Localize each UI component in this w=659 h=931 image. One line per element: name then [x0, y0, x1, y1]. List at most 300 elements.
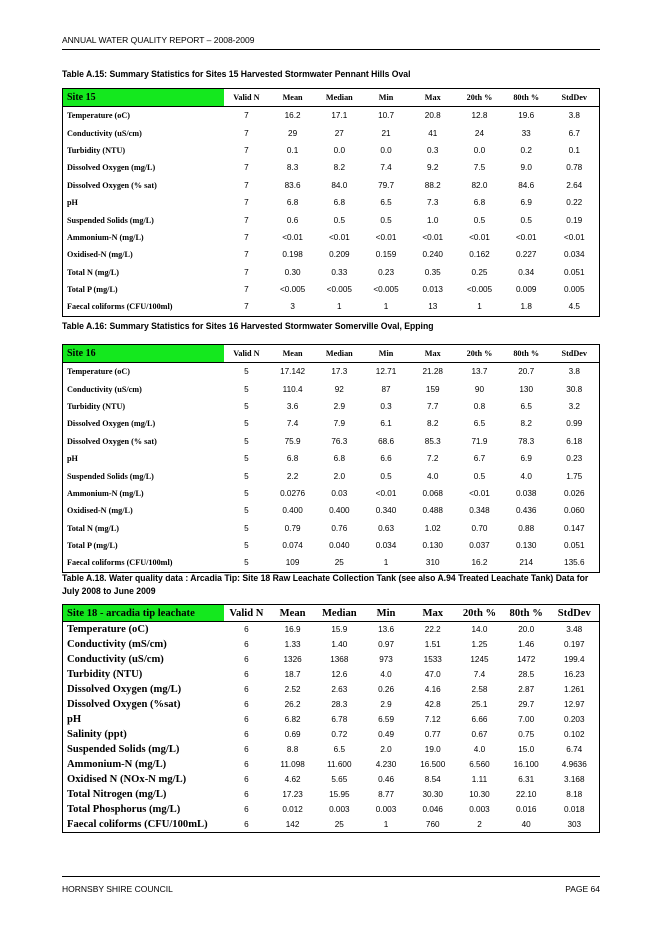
stat-value: 29.7 — [518, 700, 535, 709]
stat-value: 0.97 — [378, 640, 394, 649]
report-header: ANNUAL WATER QUALITY REPORT – 2008-2009 — [62, 35, 255, 45]
stat-value: 6.5 — [333, 745, 345, 754]
table-a18 — [62, 604, 600, 833]
stat-value: 0.162 — [469, 250, 490, 260]
stat-value: 19.0 — [424, 745, 441, 754]
stat-value: 71.9 — [471, 436, 488, 446]
parameter-label: Oxidised N (NOx-N mg/L) — [67, 774, 187, 785]
table-row — [63, 787, 600, 802]
stat-value: 0.003 — [329, 805, 350, 814]
stat-value: 0.8 — [473, 401, 486, 411]
column-header: 20th % — [456, 605, 503, 622]
stat-value: 7 — [244, 145, 249, 155]
stat-value: <0.01 — [375, 488, 397, 498]
parameter-label: Conductivity (uS/cm) — [67, 654, 164, 665]
stat-value: 0.5 — [380, 215, 392, 225]
stat-value: 8.8 — [286, 745, 299, 754]
parameter-label: Turbidity (NTU) — [67, 401, 126, 411]
stat-value: 15.0 — [518, 745, 535, 754]
table-row — [63, 757, 600, 772]
stat-value: 12.97 — [564, 700, 585, 709]
stat-value: 0.016 — [515, 805, 537, 814]
table-row — [63, 712, 600, 727]
stat-value: 0.051 — [564, 267, 585, 277]
table-row — [63, 817, 600, 833]
table-header-row — [63, 89, 600, 107]
column-header: Median — [316, 605, 363, 622]
stat-value: 16.2 — [471, 558, 488, 568]
stat-value: 2 — [477, 820, 482, 829]
stat-value: 6.9 — [520, 454, 532, 464]
parameter-label: Temperature (oC) — [67, 624, 149, 635]
stat-value: 25 — [334, 558, 344, 568]
column-header: Max — [409, 345, 456, 363]
stat-value: 6 — [244, 730, 249, 739]
stat-value: 7.4 — [286, 419, 299, 429]
stat-value: 7 — [244, 285, 249, 295]
stat-value: 17.142 — [280, 367, 306, 377]
stat-value: 0.227 — [515, 250, 537, 260]
stat-value: 0.0276 — [280, 488, 306, 498]
column-header: 20th % — [456, 345, 503, 363]
parameter-label: Turbidity (NTU) — [67, 145, 126, 155]
table-row — [63, 520, 600, 537]
parameter-label: Dissolved Oxygen (mg/L) — [67, 163, 156, 173]
stat-value: 2.0 — [380, 745, 392, 754]
parameter-label: Faecal coliforms (CFU/100ml) — [67, 302, 173, 312]
stat-value: 6.18 — [566, 436, 583, 446]
parameter-label: Dissolved Oxygen (mg/L) — [67, 684, 182, 695]
stat-value: 7.4 — [473, 670, 486, 679]
stat-value: 7 — [244, 302, 249, 312]
stat-value: 6.8 — [473, 198, 486, 208]
stat-value: 0.147 — [564, 523, 585, 533]
stat-value: 0.22 — [566, 198, 583, 208]
parameter-label: Dissolved Oxygen (% sat) — [67, 180, 157, 190]
stat-value: 1 — [477, 302, 482, 312]
column-header: Max — [409, 605, 456, 622]
stat-value: 0.88 — [518, 523, 535, 533]
parameter-label: Salinity (ppt) — [67, 729, 127, 740]
stat-value: 6 — [244, 700, 249, 709]
stat-value: 40 — [521, 820, 531, 829]
stat-value: 0.040 — [329, 541, 350, 551]
parameter-label: Dissolved Oxygen (% sat) — [67, 436, 157, 446]
stat-value: 8.2 — [427, 419, 439, 429]
stat-value: 7 — [244, 128, 249, 138]
table-row — [63, 537, 600, 554]
stat-value: <0.005 — [279, 285, 306, 295]
stat-value: 33 — [521, 128, 531, 138]
stat-value: 303 — [567, 820, 582, 829]
table-row — [63, 727, 600, 742]
parameter-label: pH — [67, 714, 82, 725]
stat-value: 1.33 — [284, 640, 301, 649]
stat-value: 0.240 — [422, 250, 443, 260]
column-header: Mean — [269, 89, 316, 107]
stat-value: 20.7 — [518, 367, 535, 377]
stat-value: 0.46 — [378, 775, 394, 784]
table-a16 — [62, 344, 600, 573]
stat-value: 0.012 — [282, 805, 303, 814]
parameter-label: Suspended Solids (mg/L) — [67, 215, 154, 225]
stat-value: 6.74 — [566, 745, 583, 754]
stat-value: <0.01 — [563, 232, 585, 242]
stat-value: 8.2 — [520, 419, 532, 429]
stat-value: 27 — [334, 128, 344, 138]
stat-value: 5 — [244, 401, 249, 411]
stat-value: 7 — [244, 163, 249, 173]
stat-value: 12.6 — [331, 670, 348, 679]
table-header-row — [63, 345, 600, 363]
parameter-label: Total Phosphorus (mg/L) — [67, 804, 181, 815]
table-row — [63, 159, 600, 176]
stat-value: 0.70 — [471, 523, 488, 533]
stat-value: 21 — [381, 128, 391, 138]
stat-value: 12.8 — [471, 111, 488, 121]
stat-value: 6.7 — [473, 454, 486, 464]
parameter-label: Oxidised-N (mg/L) — [67, 506, 133, 516]
stat-value: 92 — [334, 384, 344, 394]
stat-value: 0.068 — [422, 488, 443, 498]
stat-value: 41 — [428, 128, 438, 138]
table-row — [63, 194, 600, 211]
stat-value: 2.9 — [380, 700, 392, 709]
stat-value: 2.2 — [286, 471, 299, 481]
stat-value: 0.25 — [471, 267, 488, 277]
stat-value: 7.12 — [424, 715, 441, 724]
stat-value: 1.8 — [520, 302, 532, 312]
stat-value: 1.261 — [564, 685, 585, 694]
stat-value: 7 — [244, 267, 249, 277]
stat-value: 5 — [244, 436, 249, 446]
stat-value: 0.03 — [331, 488, 348, 498]
stat-value: 84.0 — [331, 180, 348, 190]
stat-value: 8.77 — [378, 790, 394, 799]
stat-value: 87 — [381, 384, 391, 394]
stat-value: 4.230 — [375, 760, 397, 769]
table-row — [63, 281, 600, 298]
parameter-label: Conductivity (uS/cm) — [67, 128, 142, 138]
stat-value: 6.7 — [568, 128, 580, 138]
stat-value: 310 — [425, 558, 440, 568]
stat-value: 6.66 — [471, 715, 488, 724]
parameter-label: Ammonium-N (mg/L) — [67, 488, 144, 498]
stat-value: 0.034 — [564, 250, 585, 260]
stat-value: 5 — [244, 419, 249, 429]
stat-value: 0.49 — [378, 730, 394, 739]
stat-value: 2.64 — [566, 180, 583, 190]
parameter-label: Turbidity (NTU) — [67, 669, 143, 680]
stat-value: 7 — [244, 215, 249, 225]
stat-value: 30.30 — [422, 790, 443, 799]
stat-value: 6 — [244, 655, 249, 664]
table-row — [63, 742, 600, 757]
table-row — [63, 772, 600, 787]
stat-value: 5.65 — [331, 775, 348, 784]
parameter-label: Total Nitrogen (mg/L) — [67, 789, 167, 800]
stat-value: 0.77 — [424, 730, 441, 739]
stat-value: 9.0 — [520, 163, 532, 173]
stat-value: <0.005 — [373, 285, 399, 295]
stat-value: 1326 — [283, 655, 302, 664]
table-row — [63, 682, 600, 697]
stat-value: 4.16 — [424, 685, 441, 694]
stat-value: 0.013 — [422, 285, 443, 295]
stat-value: 79.7 — [378, 180, 394, 190]
stat-value: 1.11 — [471, 775, 488, 784]
stat-value: 0.488 — [422, 506, 443, 516]
stat-value: 0.051 — [564, 541, 585, 551]
footer-left: HORNSBY SHIRE COUNCIL — [62, 884, 173, 894]
stat-value: 0.046 — [422, 805, 443, 814]
stat-value: 88.2 — [424, 180, 441, 190]
stat-value: 6.8 — [286, 198, 299, 208]
stat-value: 2.0 — [333, 471, 345, 481]
stat-value: 0.63 — [378, 523, 394, 533]
stat-value: 6 — [244, 670, 249, 679]
stat-value: 2.9 — [333, 401, 345, 411]
stat-value: <0.005 — [326, 285, 352, 295]
stat-value: 78.3 — [518, 436, 535, 446]
stat-value: 11.098 — [280, 760, 305, 769]
stat-value: 24 — [474, 128, 485, 138]
table-row — [63, 802, 600, 817]
stat-value: 1.0 — [427, 215, 439, 225]
stat-value: 4.0 — [473, 745, 486, 754]
column-header: Valid N — [224, 605, 270, 622]
table-row — [63, 502, 600, 519]
stat-value: 17.3 — [331, 367, 348, 377]
parameter-label: Faecal coliforms (CFU/100ml) — [67, 558, 173, 568]
stat-value: 6.78 — [331, 715, 348, 724]
stat-value: <0.01 — [515, 232, 537, 242]
stat-value: 3.48 — [566, 625, 583, 634]
parameter-label: Total N (mg/L) — [67, 267, 120, 277]
stat-value: 4.0 — [427, 471, 439, 481]
parameter-label: Total P (mg/L) — [67, 541, 118, 551]
stat-value: 0.348 — [469, 506, 490, 516]
stat-value: 0.0 — [333, 145, 345, 155]
parameter-label: Temperature (oC) — [67, 367, 130, 377]
column-header: StdDev — [550, 605, 600, 622]
stat-value: 7.00 — [518, 715, 535, 724]
stat-value: 8.2 — [333, 163, 345, 173]
stat-value: 6.5 — [520, 401, 532, 411]
table-a15-caption: Table A.15: Summary Statistics for Sites 15 Harvested Stormwater Pennant Hills Oval — [62, 68, 411, 79]
stat-value: 5 — [244, 454, 249, 464]
stat-value: 10.7 — [378, 111, 394, 121]
stat-value: 130 — [519, 384, 534, 394]
column-header: Min — [363, 345, 410, 363]
stat-value: <0.01 — [469, 488, 490, 498]
stat-value: 82.0 — [471, 180, 488, 190]
stat-value: 0.2 — [520, 145, 532, 155]
stat-value: 1533 — [423, 655, 442, 664]
stat-value: <0.01 — [422, 232, 444, 242]
stat-value: 83.6 — [284, 180, 301, 190]
stat-value: 6 — [244, 775, 249, 784]
stat-value: 25.1 — [471, 700, 488, 709]
stat-value: 4.62 — [284, 775, 301, 784]
column-header: Max — [409, 89, 456, 107]
table-row — [63, 667, 600, 682]
parameter-label: Suspended Solids (mg/L) — [67, 471, 154, 481]
stat-value: 16.500 — [420, 760, 446, 769]
stat-value: 2.52 — [284, 685, 301, 694]
stat-value: 9.2 — [427, 163, 439, 173]
table-row — [63, 697, 600, 712]
table-row — [63, 622, 600, 638]
stat-value: <0.01 — [469, 232, 490, 242]
parameter-label: Total N (mg/L) — [67, 523, 120, 533]
stat-value: 0.33 — [331, 267, 348, 277]
column-header: Min — [363, 89, 410, 107]
stat-value: 30.8 — [566, 384, 583, 394]
stat-value: 6 — [244, 805, 249, 814]
stat-value: 28.5 — [518, 670, 535, 679]
table-row — [63, 652, 600, 667]
stat-value: 1.75 — [566, 471, 583, 481]
stat-value: 0.5 — [473, 215, 486, 225]
stat-value: 21.28 — [422, 367, 443, 377]
header-rule — [62, 49, 600, 50]
stat-value: 0.67 — [471, 730, 488, 739]
table-row — [63, 229, 600, 246]
stat-value: 5 — [244, 558, 249, 568]
stat-value: 0.436 — [515, 506, 537, 516]
stat-value: 0.26 — [378, 685, 394, 694]
stat-value: 75.9 — [284, 436, 301, 446]
stat-value: 7.9 — [333, 419, 345, 429]
stat-value: 3.6 — [286, 401, 299, 411]
stat-value: 11.600 — [327, 760, 352, 769]
stat-value: 6.560 — [469, 760, 490, 769]
stat-value: 20.0 — [518, 625, 535, 634]
column-header: Valid N — [224, 89, 270, 107]
stat-value: 0.340 — [375, 506, 397, 516]
stat-value: 6 — [244, 820, 249, 829]
stat-value: 6.8 — [333, 198, 345, 208]
parameter-label: Temperature (oC) — [67, 111, 130, 121]
stat-value: 68.6 — [378, 436, 394, 446]
stat-value: 5 — [244, 541, 249, 551]
stat-value: 6.59 — [378, 715, 394, 724]
stat-value: 7 — [244, 111, 249, 121]
stat-value: 0.76 — [331, 523, 348, 533]
stat-value: 0.3 — [427, 145, 439, 155]
stat-value: 5 — [244, 488, 249, 498]
stat-value: 6.1 — [380, 419, 392, 429]
stat-value: 1 — [383, 302, 389, 312]
stat-value: 0.1 — [568, 145, 580, 155]
stat-value: 0.69 — [284, 730, 301, 739]
stat-value: 6 — [244, 790, 249, 799]
stat-value: <0.01 — [375, 232, 397, 242]
column-header: 20th % — [456, 89, 503, 107]
table-row — [63, 433, 600, 450]
column-header: StdDev — [550, 345, 600, 363]
stat-value: 0.209 — [329, 250, 350, 260]
stat-value: 0.23 — [566, 454, 583, 464]
stat-value: 0.038 — [515, 488, 537, 498]
stat-value: 0.203 — [564, 715, 585, 724]
footer-page-number: PAGE 64 — [565, 884, 600, 894]
stat-value: 13.7 — [471, 367, 488, 377]
stat-value: 22.10 — [515, 790, 537, 799]
footer-rule — [62, 876, 600, 877]
stat-value: 7 — [244, 180, 249, 190]
table-row — [63, 554, 600, 572]
stat-value: 16.100 — [513, 760, 539, 769]
stat-value: 6 — [244, 625, 249, 634]
stat-value: 199.4 — [564, 655, 585, 664]
stat-value: 13.6 — [378, 625, 394, 634]
stat-value: 0.5 — [380, 471, 392, 481]
stat-value: 7.3 — [427, 198, 439, 208]
stat-value: 0.060 — [564, 506, 585, 516]
stat-value: 0.6 — [286, 215, 299, 225]
stat-value: 26.2 — [284, 700, 301, 709]
parameter-label: pH — [67, 454, 78, 464]
stat-value: 135.6 — [564, 558, 585, 568]
stat-value: 8.3 — [286, 163, 299, 173]
stat-value: 17.1 — [331, 111, 348, 121]
table-a15 — [62, 88, 600, 317]
stat-value: 6.5 — [380, 198, 392, 208]
stat-value: 0.159 — [375, 250, 397, 260]
table-header-row — [63, 605, 600, 622]
parameter-label: Dissolved Oxygen (mg/L) — [67, 419, 156, 429]
stat-value: 7 — [244, 232, 249, 242]
stat-value: 6 — [244, 745, 249, 754]
stat-value: 0.35 — [424, 267, 441, 277]
site-label: Site 15 — [63, 89, 224, 107]
parameter-label: Ammonium-N (mg/L) — [67, 759, 167, 770]
parameter-label: Conductivity (mS/cm) — [67, 639, 167, 650]
stat-value: 15.95 — [329, 790, 350, 799]
stat-value: 0.0 — [473, 145, 486, 155]
stat-value: <0.01 — [282, 232, 303, 242]
stat-value: 0.198 — [282, 250, 303, 260]
stat-value: 18.7 — [284, 670, 301, 679]
stat-value: 4.5 — [568, 302, 580, 312]
column-header: Mean — [269, 345, 316, 363]
stat-value: 7.5 — [473, 163, 486, 173]
stat-value: 6 — [244, 640, 249, 649]
stat-value: 0.0 — [380, 145, 392, 155]
stat-value: 142 — [285, 820, 300, 829]
table-row — [63, 124, 600, 141]
stat-value: <0.005 — [466, 285, 493, 295]
stat-value: 0.018 — [564, 805, 585, 814]
stat-value: 0.5 — [473, 471, 486, 481]
stat-value: 6.5 — [473, 419, 486, 429]
stat-value: 0.75 — [518, 730, 535, 739]
table-row — [63, 142, 600, 159]
stat-value: 13 — [428, 302, 438, 312]
stat-value: 0.5 — [520, 215, 532, 225]
table-row — [63, 363, 600, 381]
stat-value: 76.3 — [331, 436, 348, 446]
table-row — [63, 246, 600, 263]
stat-value: 0.30 — [284, 267, 301, 277]
stat-value: 19.6 — [518, 111, 535, 121]
table-row — [63, 211, 600, 228]
table-row — [63, 264, 600, 281]
column-header: Median — [316, 345, 363, 363]
stat-value: 0.003 — [469, 805, 490, 814]
